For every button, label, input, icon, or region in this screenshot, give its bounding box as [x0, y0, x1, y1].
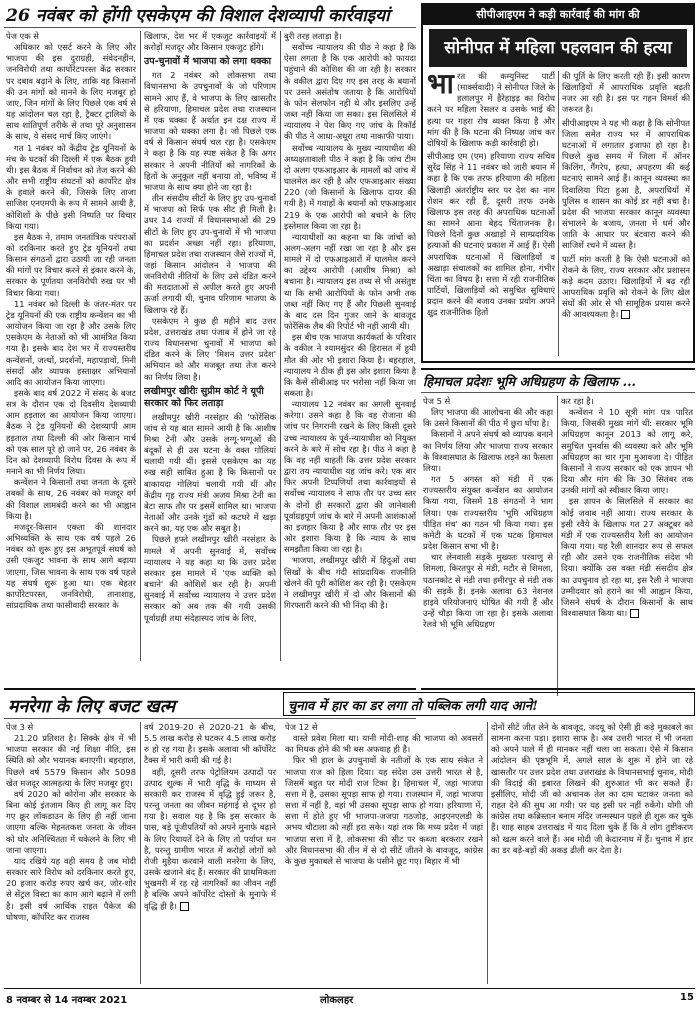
paragraph: वास्ते प्रवेश मिला था। यानी मोदी-शाह की भाजपा को अवसरों का मिथक होने की भी बस अफवाह ही है। — [285, 733, 483, 755]
paragraph: न्यायालय 12 नवंबर का अगली सुनवाई करेगा। उसने कहा है कि वह रोजाना की जांच पर निगरानी रखने के लिए किसी दूसरे उच्च न्यायालय के पूर्व-न्यायाधीश को नियुक्त करने के बारे में सोच रहा है। पीठ ने कहा है कि वह नहीं चाहती कि उत्तर प्रदेश सरकार द्वारा तय न्यायाधीश यह जांच करे। एक बार फिर अपनी टिप्पणियों तथा कार्रवाइयों से सर्वोच्च न्यायालय ने साफ तौर पर उच्च स्तर के दोनों ही सरकारों द्वारा की जानेवाली पूर्वाग्रहपूर्ण जांच के बारे में अपनी आशंकाओं का इजहार किया है और साफ तौर पर इस ओर इशारा किया है कि न्याय के साथ समझौता किया जा रहा है। — [284, 399, 416, 555]
chunav-headline-box — [283, 692, 695, 716]
paragraph: 11 नवंबर को दिल्ली के जंतर-मंतर पर ट्रेड यूनियनों की एक राष्ट्रीय कन्वेंशन का भी आयोजन किया जा रहा है और उसके लिए एसकेएम के नेताओं को भी आमंत्रित किया गया है। इसके बाद देश भर में राज्यस्तरीय कन्वेंशनों, जत्थों, प्रदर्शनों, महापड़ावों, मिनी संसदों और व्यापक हस्ताक्षर अभियानों आदि का आयोजन किया जाएगा। — [6, 298, 136, 387]
paragraph: 21.20 प्रतिशत है। सिक्के क्षेत्र में भी भाजपा सरकार की नई शिक्षा नीति, इस स्थिति को और भयानक बनाएगी। बहरहाल, पिछले वर्ष 5579 किसान और 5098 खेत मजदूर आत्महत्या के लिए मजबूर हुए। — [6, 733, 136, 788]
chunav-col-2 — [491, 722, 693, 984]
paragraph: लखीमपुर खीरी नरसंहार की 'फोरेंसिक जांच से यह बात सामने आयी है कि आशीष मिश्रा टेनी और उसके लग्गू-भग्गूओं की बंदूकों से ही उस घटना के वक्त गोलियां चलायी गयी थीं। इससे एसकेएम का यह रुख सही साबित हुआ है कि किसानों पर बाकायदा गोलियां चलायी गयी थीं और केंद्रीय गृह राज्य मंत्री अजय मिश्रा टेनी का बेटा साफ तौर पर इसमें शामिल था। भाजपा नेताओं और उनके गुंडों को कटघरे में खड़ा करने का, यह एक और सबूत है। — [144, 411, 276, 534]
paragraph: इस ज्ञापन के सिलसिले में सरकार का कोई जवाब नहीं आया। राज्य सरकार के इसी रवैये के खिलाफ गत 27 अक्टूबर को मंडी में एक राज्यस्तरीय रैली का आयोजन किया गया। यह रैली शानदार रूप से सफल रही और उसने एक राजनीतिक संदेश भी दिया। क्योंकि उस वक्त मंडी संसदीय क्षेत्र का उपचुनाव हो रहा था, इस रैली ने भाजपा उम्मीदवार को हराने का भी आह्वान किया, जिसने संघर्ष के दौरान किसानों के साथ विश्वासघात किया था। — [561, 496, 693, 618]
paragraph: इस बैठक ने, तमाम जनतांत्रिक परंपराओं को दरकिनार करते हुए ट्रेड यूनियनों तथा किसान संगठनों द्वारा उठायी जा रही जनता की मांगों पर विचार करने से इंकार करने के, सरकार के पूर्णतया जनविरोधी रुख पर भी विचार किया गया। — [6, 231, 136, 298]
paragraph: कन्वेंशन ने किसानों तथा जनता के दूसरे तबकों के साथ, 26 नवंबर को मजदूर वर्ग की विशाल लामबंदी करने का भी आह्वान किया है। — [6, 477, 136, 521]
paragraph: पेज 5 से — [423, 396, 451, 406]
chunav-section — [283, 692, 695, 984]
paragraph: याद रखिये यह वही समय है जब मोदी सरकार सारे विरोध को दरकिनार करते हुए, 20 हजार करोड़ रुपए खर्च कर, जोर-शोर से सेंट्रल विस्टा का काम आगे बढ़ाने में लगी है। इसी वर्ष आर्थिक राहत पैकेज की घोषणा, कॉर्पोरेट कर राजस्व — [6, 855, 136, 922]
section-rule — [421, 688, 695, 690]
paragraph: एसकेएम ने कुछ ही महीने बाद उत्तर प्रदेश, उत्तराखंड तथा पंजाब में होने जा रहे राज्य विधानसभा चुनावों में भाजपा को दंडित करने के लिए 'मिशन उत्तर प्रदेश' अभियान को और मजबूत तथा तेज करने का निर्णय लिया है। — [144, 315, 276, 382]
himachal-headline: हिमाचल प्रदेशः भूमि अधिग्रहण के खिलाफ ... — [423, 375, 636, 390]
col-divider — [487, 722, 488, 984]
himachal-col-1 — [423, 396, 553, 696]
paragraph: न्यायाधीशों का कहना था कि जांचों को अलग-अलग नहीं रखा जा रहा है और इस मामले में दो एफआइआरों में घालमेल करने का उद्देश्य आरोपी (आशीष मिश्रा) को बचाना है। न्यायालय इस तथ्य से भी असंतुष्ट था कि सभी आरोपियों के फोन अभी तक जब्त नहीं किए गए हैं और पिछली सुनवाई के बाद दस दिन गुजर जाने के बावजूद फोरेंसिक लैब की रिपोर्ट भी नहीं आयी थी। — [284, 231, 416, 332]
box-para: सीपीआइएम ने यह भी कहा है कि सोनीपत जिला समेत राज्य भर में आपराधिक घटनाओं में लगातार इजाफा हो रहा है। पिछले कुछ समय में जिला में ऑनर किलिंग, गैंगरेप, हत्या, अपहरण की कई घटनाएं सामने आई हैं। कानून व्यवस्था का दिवालिया पिटा हुआ है, अपराधियों में पुलिस व शासन का कोई डर नहीं बचा है। प्रदेश की भाजपा सरकार कानून व्यवस्था संभालने के बजाय, जनता में धर्म और जाति के आधार पर बंटवारा करने की साजिशें रचने में व्यस्त है। — [562, 117, 690, 251]
paragraph: दोनों सीटें जीत लेने के बावजूद, जदयू को ऐसी ही कड़े मुकाबले का सामना करना पड़ा। इशारा साफ है। अब उत्तरी भारत में भी जनता को अपने पाले में ही मानकर नहीं चला जा सकता। ऐसे में किसान आंदोलन की पृष्ठभूमि में, अगले साल के शुरू में होने जा रहे खासतौर पर उत्तर प्रदेश तथा उत्तराखंड के विधानसभाई चुनाव, मोदी की विदाई की इबारत लिखने की शुरुआत भी कर सकते हैं। इसीलिए, मोदी जी को अचानक तेल का दाम घटाकर जनता को राहत देने की सुध आ गयी। पर यह इसी पर नहीं रुकेंगे। योगी जी कांग्रेस तथा कब्रिस्तान बनाम मंदिर जन्मस्थान पहले ही शुरू कर चुके हैं। शाह साहब उत्तराखंड में याद दिला चुके हैं कि वे लोग तुष्टीकरण को खत्म करने वाले हैं। अब मोदी जी केदारनाथ में हैं। चुनाव में हार का डर बड़े-बड़ों की अकड़ ढीली कर देता है। — [491, 722, 693, 855]
end-mark — [630, 609, 639, 618]
paragraph: पेज 12 से — [285, 722, 318, 732]
col-divider — [140, 31, 141, 661]
box-para: सीपीआइ एम (एम) हरियाणा राज्य सचिव सुरेंद्र सिंह ने 11 नवंबर को जारी बयान में कहा है कि एक तरफ हरियाणा की महिला खिलाड़ी अंतर्राष्ट्रीय स्तर पर देश का नाम रोशन कर रही हैं, दूसरी तरफ उनके खिलाफ इस तरह की अपराधिक घटनाओं का सामने आना बेहद चिंताजनक है। पिछले दिनों कुछ अखाड़ों में साम्प्रदायिक हत्याओं की घटनाएं प्रकाश में आई हैं। ऐसी अपराधिक घटनाओं में खिलाड़ियों व अखाड़ा संचालकों का शामिल होना, गंभीर चिंता का विषय है। सत्ता में रही राजनीतिक पार्टियों, खिलाड़ियों को समुचित सुविधाएं प्रदान करने की बजाय उनका प्रयोग अपने क्षुद्र राजनीतिक हितों — [427, 151, 555, 318]
headline-rule — [421, 392, 695, 393]
paragraph: चार लेनवाली सड़कें मुख्यतः परवाणु से शिमला, किरतपुर से मंडी, मटौर से शिमला, पठानकोट से मंडी तथा हमीरपुर से मंडी तक की सड़कें हैं। इनके अलावा 63 नेशनल हाइवे परियोजनाएं घोषित की गयी हैं और उन्हें चौड़ा किया जा रहा है। इसके अलावा रेलवे भी भूमि अधिग्रहण — [423, 552, 553, 630]
paragraph: गत 5 अगस्त को मंडी में एक राज्यस्तरीय संयुक्त कन्वेंशन का आयोजन किया गया, जिसमें 18 संगठनों ने भाग लिया। एक राज्यस्तरीय 'भूमि अधिग्रहण पीड़ित मंच' का गठन भी किया गया। इस कमेटी के घटकों में एक घटक हिमाचल प्रदेश किसान सभा भी है। — [423, 474, 553, 552]
footer-rule — [4, 988, 695, 989]
himachal-section — [421, 368, 695, 688]
col-divider — [558, 71, 559, 356]
section-rule — [4, 688, 416, 690]
himachal-col-2 — [561, 396, 693, 696]
paragraph: मजदूर-किसान एकता की शानदार अभिव्यक्ति के साथ एक वर्ष पहले 26 नवंबर को शुरू हुए इस अभूतपूर्व संघर्ष को उसी एकजुट भावना के साथ आगे बढ़ाया जाएगा, जिस भावना के साथ एक वर्ष पहले यह संघर्ष शुरू हुआ था। एक बेहतर कार्पोरेटपरस्त, जनविरोधी, तानाशाह, सांप्रदायिक तथा फासीवादी सरकार के — [6, 521, 136, 610]
chunav-col-1 — [285, 722, 483, 984]
end-mark — [180, 902, 189, 911]
subheading: लखीमपुर खीरीः सुप्रीम कोर्ट ने यूपी सरकार को फिर लताड़ा — [144, 385, 264, 409]
paragraph: तीन संसदीय सीटों के लिए हुए उप-चुनावों में भाजपा को सिर्फ एक सीट ही मिली है। उधर 14 राज्यों में विधानसभाओं की 29 सीटों के लिए हुए उप-चुनावों में भी भाजपा का प्रदर्शन अच्छा नहीं रहा। हरियाणा, हिमाचल प्रदेश तथा राजस्थान जैसे राज्यों में, जहां किसान आंदोलन ने भाजपा की जनविरोधी नीतियों के लिए उसे दंडित करने की मतदाताओं से अपील करते हुए अपनी ऊर्जा लगायी थी, चुनाव परिणाम भाजपा के खिलाफ रहे हैं। — [144, 193, 276, 315]
col-divider — [140, 722, 141, 984]
mnrega-headline: मनरेगा के लिए बजट खत्म — [8, 697, 176, 717]
footer-page-number: 15 — [680, 992, 694, 1003]
paragraph: कन्वेंशन ने 10 सूत्री मांग पत्र पारित किया, जिसकी मुख्य मांगें थीं: सरकार भूमि अधिग्रहण कानून 2013 को लागू करे, समुचित पुनर्वास की व्यवस्था करे और भूमि अधिग्रहण का चार गुना मुआवजा दे। पीड़ित किसानों ने राज्य सरकार को एक ज्ञापन भी दिया और मांग की कि 30 सितंबर तक उनकी मांगों को स्वीकार किया जाए। — [561, 407, 693, 496]
main-col-1 — [6, 31, 136, 661]
paragraph: किसानों ने अपने संघर्ष को व्यापक बनाने का निर्णय लिया और भाजपा राज्य सरकार के विश्वासघात के खिलाफ लड़ने का फैसला लिया। — [423, 429, 553, 473]
paragraph: अधिकार को एसर्ट करने के लिए और भाजपा की इस दुराग्रही, संवेदनहीन, जनविरोधी तथा कार्पोरेटपरस्त केंद्र सरकार पर दबाव बढ़ाने के लिए, ताकि वह किसानों की उन मांगों को मानने के लिए मजबूर हो जाए, जिन मांगों के लिए पिछले एक वर्ष से यह आंदोलन चल रहा है, ट्रैक्टर ट्रालियों के साथ शांतिपूर्ण तरीके से तथा पूरे अनुशासन के साथ, ये संसद मार्च किए जाएंगे। — [6, 42, 136, 142]
paragraph: वर्ष 2019-20 से 2020-21 के बीच, 5.5 लाख करोड़ से घटकर 4.5 लाख करोड़ रु हो रह गया है। इसके अलावा भी कॉर्पोरेट टैक्स में भारी कमी की गई है। — [144, 722, 276, 766]
box-para: रत की कम्युनिस्ट पार्टी (मार्क्सवादी) ने सोनीपत जिले के हलालपुर में हैरेहाइड़ का विरोध करने पर महिला रेसलर व उसके भाई की हत्या पर गहरा रोष व्यक्त किया है और मांग की है कि घटना की निष्पक्ष जांच कर दोषियों के खिलाफ कड़ी कार्रवाही हो। — [427, 71, 555, 148]
paragraph: गत 1 नवंबर को केंद्रीय ट्रेड यूनियनों के मंच के घटकों की दिल्ली में एक बैठक हुयी थी। इस बैठक में निर्वाचन को तेज करने की और सभी राष्ट्रीय संघटनों को कार्पोरेट क्षेत्र के हवाले करने की, जिसके लिए ताजा साजिश एनएमपी के रूप में सामने आयी है, कोशिशों के पीछे इसी निष्पति पर विचार किया गया। — [6, 142, 136, 231]
box-col-1 — [427, 71, 555, 359]
box-para: पार्टी मांग करती है कि ऐसी घटनाओं को रोकने के लिए, राज्य सरकार और प्रशासन कड़े कदम उठाए। खिलाड़ियों में बढ़ रही आपराधिक प्रवृत्ति को रोकने के लिए खेल संघों की ओर से भी सामूहिक प्रयास करने की आवश्यकता है। — [562, 253, 690, 320]
paragraph: वहीं, दूसरी तरफ पेट्रोलियम उत्पादों पर उत्पाद शुल्क में भारी वृद्धि के माध्यम से सरकारी कर राजस्व में वृद्धि हुई जरूर है, परन्तु जनता का जीवन महंगाई से दूभर हो गया है। सवाल यह है कि इस सरकार के पास, बड़े पूंजीपतियों को अपने मुनाफे बढ़ाने के लिए रियायतें देने के लिए तो पर्याप्त धन है, परन्तु ग्रामीण भारत में करोड़ों लोगों को रोजी मुहैया करवाने वाली मनरेगा के लिए, उसके खजाने बंद हैं। सरकार की प्राथमिकता भुखमरी में रह रहे नागरिकों का जीवन नहीं है बल्कि अपने कॉर्पोरेट दोस्तों के मुनाफे में वृद्धि ही है। — [144, 766, 276, 911]
main-headline: 26 नवंबर को होंगी एसकेएम की विशाल देशव्यापी कार्रवाइयां — [6, 6, 390, 26]
paragraph: गत 2 नवंबर को लोकसभा तथा विधानसभा के उपचुनावों के जो परिणाम सामने आए हैं, वे भाजपा के लिए खासतौर से हरियाणा, हिमाचल प्रदेश तथा राजस्थान में एक धक्का हैं अर्थात इन दक्ष राज्य में भाजपा को धक्का लगा है। जो पिछले एक वर्ष से किसान संघर्ष चल रहा है। एसकेएम ने कहा है कि यह स्पष्ट संकेत है कि अगर सरकार ने अपनी नीतियों को नागरिकों के हितों के अनुकूल नहीं बनाया तो, भविष्य में भाजपा के साथ क्या होने जा रहा है। — [144, 70, 276, 192]
box-para: की पूर्ति के लिए करती रही हैं। इसी कारण खिलाड़ियों में आपराधिक प्रवृत्ति बढ़ती नजर आ रही है। इस पर गहन विमर्श की जरूरत है। — [562, 71, 690, 115]
paragraph: सर्वोच्च न्यायालय के मुख्य न्यायाधीश की अध्यक्षतावाली पीठ ने कहा है कि जांच टीम दो अलग एफआइआर के मामलों को जांच में घालमेल कर रही है और एफआइआर संख्या 220 (जो किसानों के खिलाफ दायर की गयी है) में गवाहों के बयानों को एफआइआर 219 के एक आरोपी को बचाने के लिए इस्तेमाल किया जा रहा है। — [284, 142, 416, 231]
dropcap-letter: भा — [427, 71, 454, 100]
mnrega-col-2 — [144, 722, 276, 984]
box-kicker: सीपीआइएम ने कड़ी कार्रवाई की मांग की — [423, 5, 693, 25]
paragraph: पिछले हफ्ते लखीमपुर खीरी नरसंहार के मामले में अपनी सुनवाई में, सर्वोच्च न्यायालय ने यह कहा था कि उत्तर प्रदेश सरकार इस मामले में 'एक व्यक्ति को बचाने' की कोशिशें कर रही है। अपनी सुनवाई में सर्वोच्च न्यायालय ने उत्तर प्रदेश सरकार को अब तक की गयी उसकी पूर्वाग्रही तथा संदेहास्पद जांच के लिए, — [144, 534, 276, 623]
chunav-headline: चुनाव में हार का डर लगा तो पब्लिक लगी याद आने! — [288, 699, 538, 714]
paragraph: पेज एक से — [6, 31, 39, 41]
paragraph: सर्वोच्च न्यायालय की पीठ ने कहा है कि ऐसा लगता है कि एक आरोपी को फायदा पहुंचाने की कोशिश की जा रही है। सरकार के वकील द्वारा दिए गए इस तरह के बयानों पर उसने असंतोष जताया है कि आरोपियों के फोन सेलफोन नहीं थे और इसलिए उन्हें जब्त नहीं किया जा सका। इस सिलसिले में न्यायालय ने पेश किए गए जांच के रिकॉर्ड की पीठ ने आधा-अधूरा तथा नाकाफी पाया। — [284, 42, 416, 142]
main-col-3 — [284, 31, 416, 661]
footer-paper-name: लोकलहर — [320, 995, 354, 1006]
headline-rule — [4, 27, 416, 28]
mnrega-col-1 — [6, 722, 136, 984]
paragraph: पेज 3 से — [6, 722, 34, 732]
col-divider — [280, 31, 281, 661]
main-col-2 — [144, 31, 276, 661]
end-mark — [621, 310, 630, 319]
paragraph: वर्ष 2020 को कोरोना और सरकार के बिना कोई इंतजाम किए ही लागू कर दिए गए क्रूर लॉकडाउन के लिए ही नहीं जाना जाएगा बल्कि मेहनतकश जनता के जीवन को घोर अनिश्चितता में धकेलने के लिए भी जाना जाएगा। — [6, 788, 136, 855]
sonipat-box — [421, 3, 695, 363]
paragraph: खिलाफ, देश भर में एकजुट कार्रवाइयों में करोड़ों मजदूर और किसान एकजुट होंगे। — [144, 31, 276, 53]
paragraph: फिर भी हाल के उपचुनावों के नतीजों के एक साथ संकेत ने भाजपा राज को हिला दिया। यह संदेश उस उत्तरी भारत से है, जिसमें बहुत पर मोदी राज टिका है। हिमाचल में, जहां भाजपा सत्ता में है, उसका सूपड़ा साफ हो गया। राजस्थान में, जहां भाजपा सत्ता में नहीं है, वहां भी उसका सूपड़ा साफ हो गया। हरियाणा में, सत्ता में होते हुए भी भाजपा-जजपा गठजोड़, आइएनएलडी के अभय चौटाला को नहीं हरा सके। यहां तक कि मध्य प्रदेश में जहां भाजपा सत्ता में है, लोकसभा की सीट पर कब्जा बरकरार रखने और विधानसभा की तीन में से दो सीटें जीतने के बावजूद, कांग्रेस के कुछ मुकाबले से भाजपा के पसीने छूट गए। बिहार में भी — [285, 755, 483, 866]
paragraph: कर रहा है। — [561, 396, 594, 406]
paragraph: इसके बाद वर्ष 2022 में संसद के बजट सत्र के दौरान एक दो दिवसीय देशव्यापी आम हड़ताल का आयोजन किया जाएगा। बैठक ने ट्रेड यूनियनों की देशव्यापी आम हड़ताल तथा दिल्ली की ओर किसान मार्च को एक साल पूरे हो जाने पर, 26 नवंबर के दिन को देशव्यापी विरोध दिवस के रूप में मनाने का भी निर्णय लिया। — [6, 388, 136, 477]
subheading: उप-चुनावों में भाजपा को लगा धक्का — [144, 56, 272, 68]
box-title: सोनीपत में महिला पहलवान की हत्या — [429, 29, 687, 67]
footer-date: 8 नवम्बर से 14 नवम्बर 2021 — [6, 995, 128, 1006]
col-divider — [557, 396, 558, 696]
paragraph: बुरी तरह लताड़ा है। — [284, 31, 342, 41]
paragraph: लिए भाजपा की आलोचना की और कहा कि उसने किसानों की पीठ में छुरा घोंपा है। — [423, 407, 553, 429]
box-col-2 — [562, 71, 690, 359]
paragraph: इस बीच एक भाजपा कार्यकर्ता के परिवार के वकील ने श्यामसुंदर की हिरासत में हुयी मौत की ओर भी इशारा किया है। बहरहाल, न्यायालय ने ठीक ही इस ओर इशारा किया है कि कैसे सीबीआइ पर भरोसा नहीं किया जा सकता है। — [284, 332, 416, 398]
paragraph: भाजपा, लखीमपुर खीरी में हिंदुओं तथा सिखों के बीच गंदी सांप्रदायिक राजनीति खेलने की पूरी कोशिश कर रही है। एसकेएम ने लखीमपुर खीरी में दो और किसानों की गिरफ्तारी करने की भी निंदा की है। — [284, 555, 416, 610]
